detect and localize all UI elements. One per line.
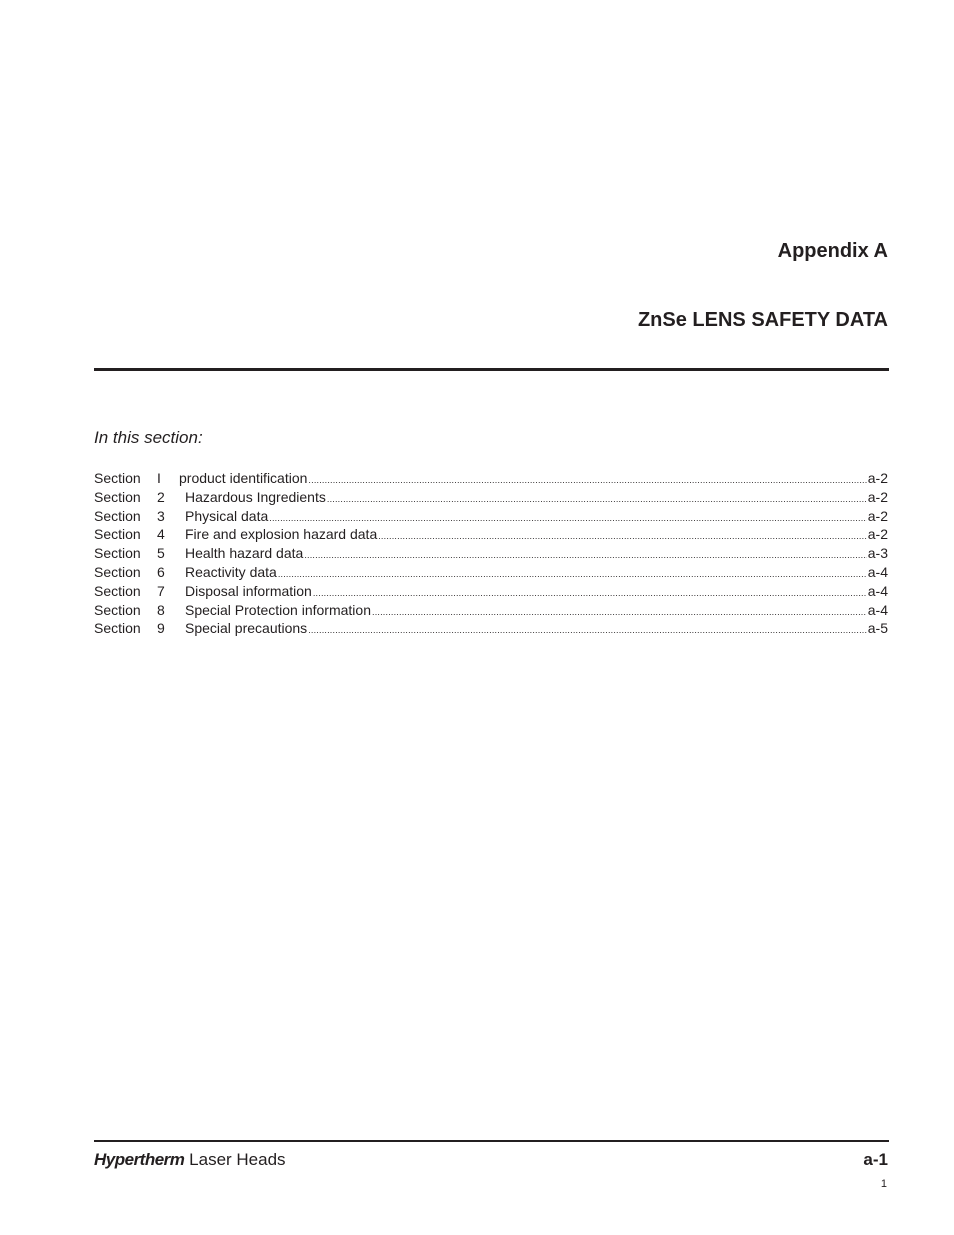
toc-entry-section-6[interactable] bbox=[94, 563, 888, 582]
toc-section-label: Section bbox=[94, 582, 141, 599]
toc-entry-section-9[interactable] bbox=[94, 619, 888, 638]
toc-entry-title: Hazardous Ingredients bbox=[185, 488, 326, 505]
chapter-title: ZnSe LENS SAFETY DATA bbox=[637, 309, 888, 331]
toc-section-label: Section bbox=[94, 488, 141, 505]
toc-page-number: a-2 bbox=[867, 507, 888, 524]
toc-page-number: a-5 bbox=[867, 620, 888, 637]
toc-dot-leader bbox=[278, 565, 867, 584]
toc-entry-section-8[interactable] bbox=[94, 601, 888, 620]
toc-dot-leader bbox=[313, 584, 867, 603]
toc-entry-title: Special Protection information bbox=[185, 601, 371, 618]
footer-divider bbox=[94, 1140, 889, 1142]
toc-entry-section-5[interactable] bbox=[94, 544, 888, 563]
toc-section-number: I bbox=[157, 470, 161, 486]
toc-entry-title: Disposal information bbox=[185, 582, 312, 599]
toc-entry-section-2[interactable] bbox=[94, 488, 888, 507]
brand-name: Hypertherm bbox=[94, 1150, 185, 1169]
footer-product bbox=[94, 1149, 286, 1171]
toc-dot-leader bbox=[308, 471, 866, 490]
toc-section-label: Section bbox=[94, 620, 141, 637]
toc-section-number: 4 bbox=[157, 526, 165, 543]
toc-entry-section-4[interactable] bbox=[94, 525, 888, 544]
toc-entry-section-3[interactable] bbox=[94, 507, 888, 526]
product-name: Laser Heads bbox=[189, 1150, 286, 1169]
toc-section-number: 8 bbox=[157, 601, 165, 618]
toc-entry-section-1[interactable] bbox=[94, 469, 888, 488]
toc-entry-title: Fire and explosion hazard data bbox=[185, 526, 378, 543]
toc-entry-title: Physical data bbox=[185, 507, 269, 524]
toc-section-label: Section bbox=[94, 507, 141, 524]
toc-entry-section-7[interactable] bbox=[94, 582, 888, 601]
toc-dot-leader bbox=[372, 603, 867, 622]
sheet-number: 1 bbox=[880, 1178, 887, 1190]
toc-section-number: 7 bbox=[157, 582, 165, 599]
toc-entry-title: Health hazard data bbox=[185, 545, 304, 562]
toc-dot-leader bbox=[327, 490, 867, 509]
appendix-title: Appendix A bbox=[777, 240, 888, 262]
section-intro-heading: In this section: bbox=[94, 428, 203, 447]
page-label: a-1 bbox=[863, 1150, 888, 1169]
toc-dot-leader bbox=[378, 527, 867, 546]
header-divider bbox=[94, 368, 889, 371]
toc-entry-title: Reactivity data bbox=[185, 563, 277, 580]
toc-page-number: a-2 bbox=[867, 526, 888, 543]
toc-entry-title: Special precautions bbox=[185, 620, 308, 637]
toc-section-label: Section bbox=[94, 526, 141, 543]
toc-dot-leader bbox=[304, 546, 866, 565]
toc-section-label: Section bbox=[94, 545, 141, 562]
toc-section-number: 2 bbox=[157, 488, 165, 505]
toc-section-number: 3 bbox=[157, 507, 165, 524]
toc-entry-title: product identification bbox=[179, 470, 308, 486]
toc-page-number: a-4 bbox=[867, 563, 888, 580]
toc-page-number: a-3 bbox=[867, 545, 888, 562]
toc-section-label: Section bbox=[94, 470, 141, 486]
toc-dot-leader bbox=[308, 621, 867, 640]
toc-page-number: a-2 bbox=[867, 470, 888, 486]
toc-section-number: 6 bbox=[157, 563, 165, 580]
toc-section-label: Section bbox=[94, 563, 141, 580]
toc-section-number: 9 bbox=[157, 620, 165, 637]
table-of-contents bbox=[94, 469, 888, 638]
toc-section-number: 5 bbox=[157, 545, 165, 562]
toc-page-number: a-4 bbox=[867, 601, 888, 618]
toc-page-number: a-2 bbox=[867, 488, 888, 505]
toc-page-number: a-4 bbox=[867, 582, 888, 599]
toc-section-label: Section bbox=[94, 601, 141, 618]
